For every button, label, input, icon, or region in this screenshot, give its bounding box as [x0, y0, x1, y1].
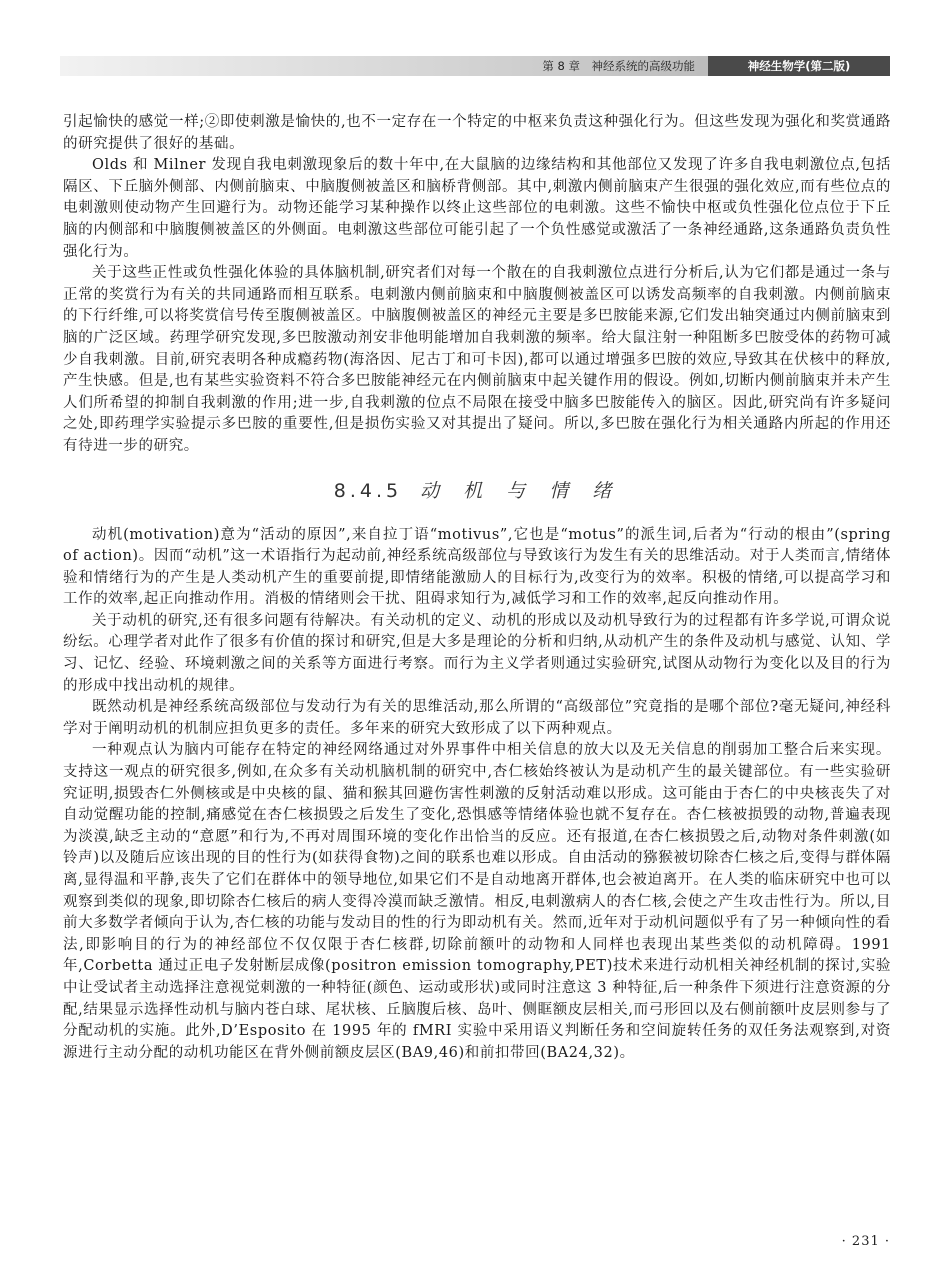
running-header [60, 56, 890, 76]
paragraph-olds-milner: Olds 和 Milner 发现自我电刺激现象后的数十年中,在大鼠脑的边缘结构和其他部位又发现了许多自我电刺激位点,包括隔区、下丘脑外侧部、内侧前脑束、中脑腹侧被盖区和脑桥背侧部。其中,刺激内侧前脑束产生很强的强化效应,而有些位点的电刺激则使动物产生回避行为。动物还能学习某种操作以终止这些部位的电刺激。这些不愉快中枢或负性强化位点位于下丘脑的内侧部和中脑腹侧被盖区的外侧面。电刺激这些部位可能引起了一个负性感觉或激活了一条神经通路,这条通路负责负性强化行为。 [63, 157, 891, 260]
header-chapter-title: 第 8 章 神经系统的高级功能 [542, 59, 695, 73]
section-number: 8.4.5 [333, 479, 403, 502]
paragraph-continued: 引起愉快的感觉一样;②即使刺激是愉快的,也不一定存在一个特定的中枢来负责这种强化行为。但这些发现为强化和奖赏通路的研究提供了很好的基础。 [63, 114, 891, 152]
page-body [63, 112, 891, 1064]
header-book-title: 神经生物学(第二版) [708, 56, 890, 76]
paragraph-higher-centers: 既然动机是神经系统高级部位与发动行为有关的思维活动,那么所谓的“高级部位”究竟指的是哪个部位?毫无疑问,神经科学对于阐明动机的机制应担负更多的责任。多年来的研究大致形成了以下两种观点。 [63, 699, 891, 737]
paragraph-motivation-definition: 动机(motivation)意为“活动的原因”,来自拉丁语“motivus”,它也是“motus”的派生词,后者为“行动的根由”(spring of action)。因而“动机”这一术语指行为起动前,神经系统高级部位与导致该行为发生有关的思维活动。对于人类而言,情绪体验和情绪行为的产生是人类动机产生的重要前提,即情绪能激励人的目标行为,改变行为的效率。积极的情绪,可以提高学习和工作的效率,起正向推动作用。消极的情绪则会干扰、阻碍求知行为,减低学习和工作的效率,起反向推动作用。 [63, 526, 891, 608]
section-name: 动 机 与 情 绪 [420, 479, 621, 502]
paragraph-motivation-research: 关于动机的研究,还有很多问题有待解决。有关动机的定义、动机的形成以及动机导致行为的过程都有许多学说,可谓众说纷纭。心理学者对此作了很多有价值的探讨和研究,但是大多是理论的分析和归纳,从动机产生的条件及动机与感觉、认知、学习、记忆、经验、环境刺激之间的关系等方面进行考察。而行为主义学者则通过实验研究,试图从动物行为变化以及目的行为的形成中找出动机的规律。 [63, 612, 891, 694]
section-heading [63, 476, 891, 503]
paragraph-reinforcement-mechanism: 关于这些正性或负性强化体验的具体脑机制,研究者们对每一个散在的自我刺激位点进行分析后,认为它们都是通过一条与正常的奖赏行为有关的共同通路而相互联系。电刺激内侧前脑束和中脑腹侧被盖区可以诱发高频率的自我刺激。内侧前脑束的下行纤维,可以将奖赏信号传至腹侧被盖区。中脑腹侧被盖区的神经元主要是多巴胺能来源,它们发出轴突通过内侧前脑束到脑的广泛区域。药理学研究发现,多巴胺激动剂安非他明能增加自我刺激的频率。给大鼠注射一种阻断多巴胺受体的药物可减少自我刺激。目前,研究表明各种成瘾药物(海洛因、尼古丁和可卡因),都可以通过增强多巴胺的效应,导致其在伏核中的释放,产生快感。但是,也有某些实验资料不符合多巴胺能神经元在内侧前脑束中起关键作用的假设。例如,切断内侧前脑束并未产生人们所希望的抑制自我刺激的作用;进一步,自我刺激的位点不局限在接受中脑多巴胺能传入的脑区。因此,研究尚有许多疑问之处,即药理学实验提示多巴胺的重要性,但是损伤实验又对其提出了疑问。所以,多巴胺在强化行为相关通路内所起的作用还有待进一步的研究。 [63, 265, 891, 454]
paragraph-amygdala-view: 一种观点认为脑内可能存在特定的神经网络通过对外界事件中相关信息的放大以及无关信息的削弱加工整合后来实现。支持这一观点的研究很多,例如,在众多有关动机脑机制的研究中,杏仁核始终被认为是动机产生的最关键部位。有一些实验研究证明,损毁杏仁外侧核或是中央核的鼠、猫和猴其回避伤害性刺激的反射活动难以形成。这可能由于杏仁的中央核丧失了对自动觉醒功能的控制,痛感觉在杏仁核损毁之后发生了变化,恐惧感等情绪体验也就不复存在。杏仁核被损毁的动物,普遍表现为淡漠,缺乏主动的“意愿”和行为,不再对周围环境的变化作出恰当的反应。还有报道,在杏仁核损毁之后,动物对条件刺激(如铃声)以及随后应该出现的目的性行为(如获得食物)之间的联系也难以形成。自由活动的猕猴被切除杏仁核之后,变得与群体隔离,显得温和平静,丧失了它们在群体中的领导地位,如果它们不是自动地离开群体,也会被迫离开。在人类的临床研究中也可以观察到类似的现象,即切除杏仁核后的病人变得冷漠而缺乏激情。相反,电刺激病人的杏仁核,会使之产生攻击性行为。所以,目前大多数学者倾向于认为,杏仁核的功能与发动目的性的行为即动机有关。然而,近年对于动机问题似乎有了另一种倾向性的看法,即影响目的行为的神经部位不仅仅限于杏仁核群,切除前额叶的动物和人同样也表现出某些类似的动机障碍。1991 年,Corbetta 通过正电子发射断层成像(positron emission tomography,PET)技术来进行动机相关神经机制的探讨,实验中让受试者主动选择注意视觉刺激的一种特征(颜色、运动或形状)或同时注意这 3 种特征,后一种条件下须进行注意资源的分配,结果显示选择性动机与脑内苍白球、尾状核、丘脑腹后核、岛叶、侧眶额皮层相关,而弓形回以及右侧前额叶皮层则参与了分配动机的实施。此外,D’Esposito 在 1995 年的 fMRI 实验中采用语义判断任务和空间旋转任务的双任务法观察到,对资源进行主动分配的动机功能区在背外侧前额皮层区(BA9,46)和前扣带回(BA24,32)。 [63, 742, 891, 1061]
page-number: · 231 · [841, 1234, 890, 1249]
